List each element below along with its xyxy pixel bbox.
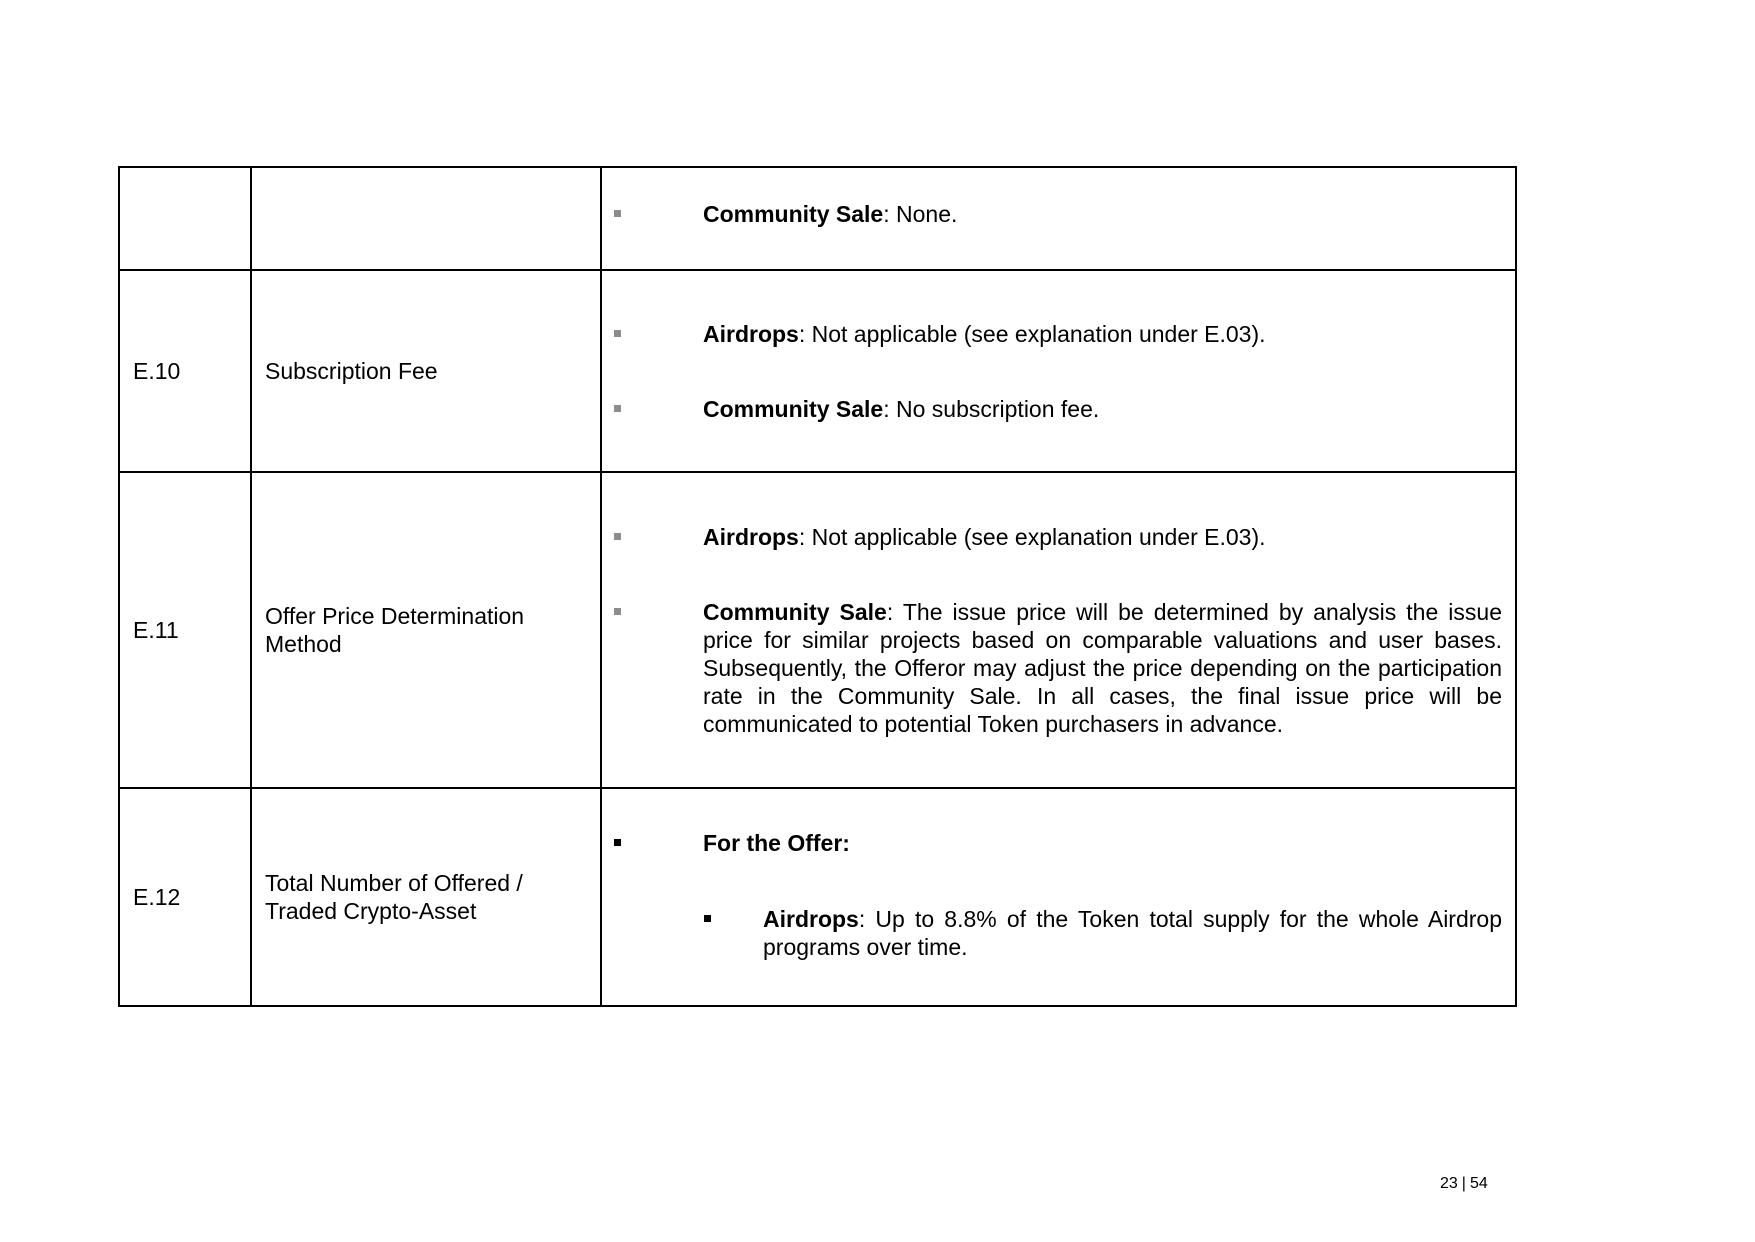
row-label: Total Number of Offered / bbox=[265, 870, 523, 896]
bullet-term: Community Sale bbox=[703, 395, 884, 422]
table-row bbox=[119, 788, 1516, 1006]
bullet-square-icon bbox=[614, 210, 621, 217]
table-row bbox=[119, 472, 1516, 788]
bullet-text: : Up to 8.8% of the Token total supply for the whole Airdrop programs over time. bbox=[763, 906, 1502, 960]
offer-heading: For the Offer: bbox=[703, 830, 850, 856]
bullet-text: : Not applicable (see explanation under E.03). bbox=[798, 320, 1266, 347]
row-id-cell bbox=[119, 788, 251, 1006]
row-content-cell bbox=[601, 270, 1516, 472]
bullet-square-icon bbox=[614, 405, 621, 412]
list-item bbox=[602, 320, 1502, 348]
list-item bbox=[602, 200, 1502, 228]
bullet-term: Airdrops bbox=[703, 320, 799, 347]
row-content-cell bbox=[601, 472, 1516, 788]
bullet-square-icon bbox=[614, 608, 621, 615]
row-label: Offer Price Determination bbox=[265, 603, 525, 629]
row-label-cell bbox=[251, 788, 601, 1006]
row-label-cell bbox=[251, 167, 601, 270]
bullet-text: : Not applicable (see explanation under E.03). bbox=[798, 523, 1266, 550]
row-id: E.11 bbox=[133, 617, 179, 643]
page-separator: | bbox=[1461, 1175, 1466, 1192]
row-content-cell bbox=[601, 788, 1516, 1006]
row-id-cell bbox=[119, 167, 251, 270]
row-label-cell bbox=[251, 472, 601, 788]
bullet-text: : None. bbox=[883, 200, 958, 227]
list-item bbox=[602, 829, 1502, 857]
bullet-term: Community Sale bbox=[703, 200, 884, 227]
bullet-term: Community Sale bbox=[703, 598, 887, 625]
list-item bbox=[602, 905, 1502, 961]
page-number bbox=[1440, 1174, 1488, 1194]
row-id: E.12 bbox=[133, 884, 181, 910]
row-id-cell bbox=[119, 270, 251, 472]
list-item bbox=[602, 598, 1502, 738]
bullet-term: Airdrops bbox=[703, 523, 799, 550]
bullet-text: : The issue price will be determined by analysis the issue price for similar projects based on comparable valuations and user bases. Subsequently, the Offeror may adjust the price depending on the participation rate in the Community Sale. In all cases, the final issue price will be communicated to potential Token purchasers in advance. bbox=[703, 598, 1502, 737]
row-label: Method bbox=[265, 631, 342, 657]
row-content-cell bbox=[601, 167, 1516, 270]
row-label: Subscription Fee bbox=[265, 358, 438, 384]
row-id: E.10 bbox=[133, 358, 181, 384]
row-label-cell bbox=[251, 270, 601, 472]
row-label: Traded Crypto-Asset bbox=[265, 898, 477, 924]
bullet-square-icon bbox=[614, 330, 621, 337]
document-table bbox=[118, 166, 1517, 1007]
table-row bbox=[119, 167, 1516, 270]
page-total: 54 bbox=[1469, 1175, 1488, 1192]
bullet-square-icon bbox=[704, 915, 711, 922]
bullet-square-icon bbox=[614, 533, 621, 540]
row-id-cell bbox=[119, 472, 251, 788]
table-row bbox=[119, 270, 1516, 472]
bullet-square-icon bbox=[614, 839, 621, 846]
bullet-text: : No subscription fee. bbox=[883, 395, 1100, 422]
list-item bbox=[602, 523, 1502, 551]
list-item bbox=[602, 395, 1502, 423]
page-current: 23 bbox=[1440, 1175, 1458, 1192]
bullet-term: Airdrops bbox=[763, 906, 859, 932]
